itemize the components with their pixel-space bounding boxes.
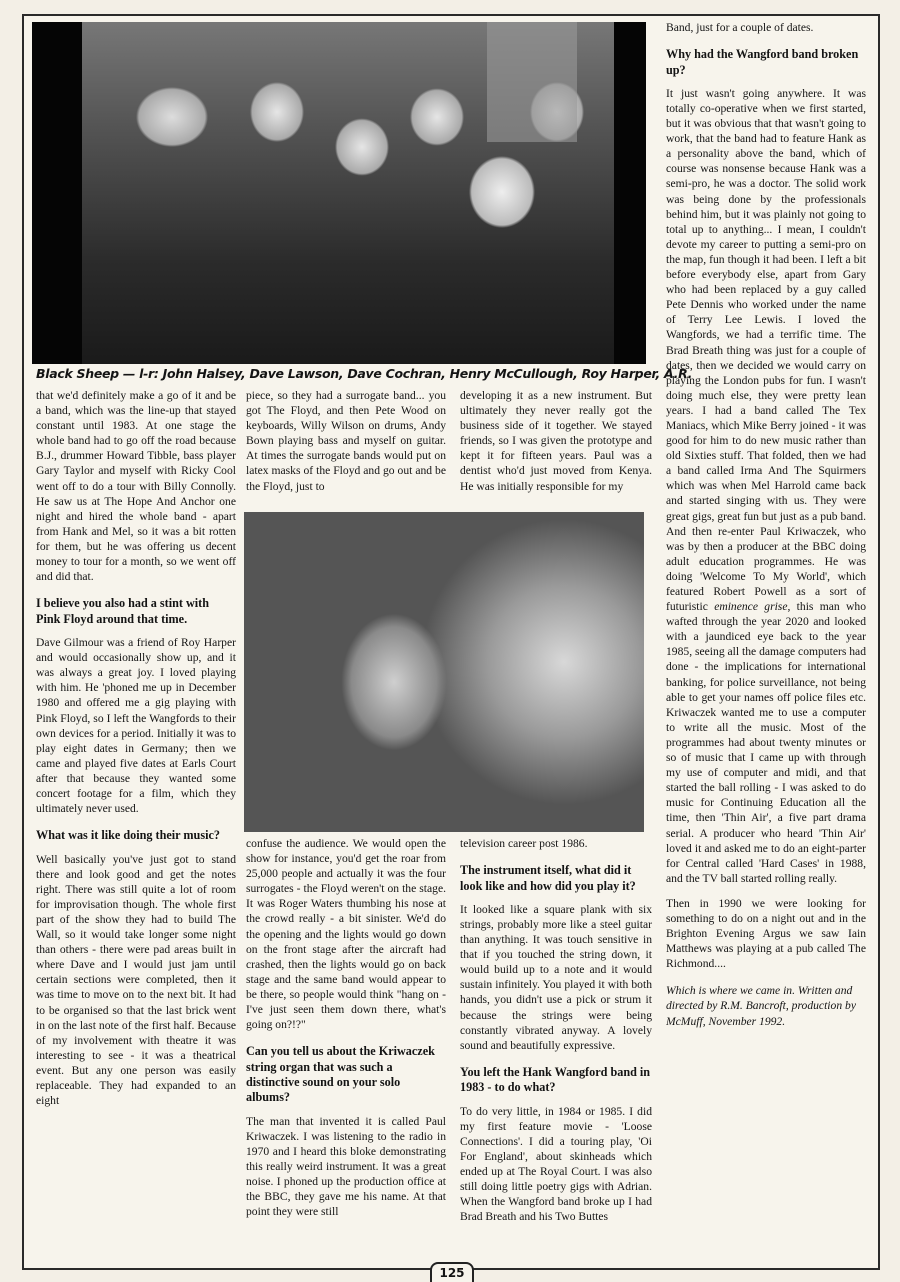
paragraph: Then in 1990 we were looking for something to do on a night out and in the Brighton Evening Argus we saw Iain Matthews was playing at a pub called The Richmond....: [666, 896, 866, 971]
paragraph: It looked like a square plank with six strings, probably more like a steel guitar than anything. It was touch sensitive in that if you touched the string down, it would build up to a note and it would sustain infinitely. You played it with both hands, you didn't use a pick or strum it because the strings were being constantly vibrated anyway. A lovely sound and beautifully expressive.: [460, 902, 652, 1052]
paragraph: Dave Gilmour was a friend of Roy Harper and would occasionally show up, and it was always a great joy. I loved playing with him. He 'phoned me up in December 1980 and offered me a gig playing with Pink Floyd, so I left the Wangfords to their own devices for a period. Initially it was to play eight dates in Germany; then we came and played five dates at Earls Court after that because they wanted some concert footage for a film, which they ultimately never used.: [36, 636, 236, 816]
paragraph: It just wasn't going anywhere. It was totally co-operative when we first started, but it was obvious that that wasn't going to work, that the band had to feature Hank as a personality above the band, which of course was nonsense because Hank was a semi-pro, he was a doctor. The solid work was being done by the professionals behind him, but it was plainly not going to total up to anything... I mean, I couldn't devote my career to putting a semi-pro on the map, fun though it had been. I left a bit before everybody else, apart from Gary who had been replaced by a guy called Pete Dennis who worked under the name of Terry Lee Lewis. I loved the Wangfords, we had a terrific time. The Brad Breath thing was just for a couple of dates, then we decided we would carry on playing the London pubs for fun. I wasn't doing much else, they were pretty lean years. I had a band called The Tex Maniacs, which Mike Berry joined - it was good for him to do new music rather than old Sixties stuff. That folded, then we had a band called Irma And The Squirmers which was when Mel Harrold came back and started singing with us. They were great gigs, great fun but just as a pub band. And then re-enter Paul Kriwaczek, who was by then a producer at the BBC doing adult education programmes. He was doing 'Welcome To My World', which featured Robert Powell as a sort of futuristic eminence grise, this man who wafted through the year 2020 and looked with a jaundiced eye back to the year 1985, seeing all the damage computers had done - the implications for international banking, for police surveillance, not being able to get your names off police files etc. Kriwaczek wanted me to use a computer to write all the music. Most of the programmes had about twenty minutes or so of music that I came up with through my use of computer and midi, and that started the ball rolling - I was asked to do music for Continuing Education all the time, then 'Thin Air', a five part drama serial. A producer who heard 'Thin Air' loved it and asked me to do an eight-parter for Central called 'Hard Cases' in 1988, and the TV ball started rolling really.: [666, 86, 866, 885]
interview-question: I believe you also had a stint with Pink Floyd around that time.: [36, 596, 210, 626]
emphasis: eminence grise: [714, 600, 788, 614]
interview-question: Can you tell us about the Kriwaczek string organ that was such a distinctive sound on your solo albums?: [246, 1044, 435, 1105]
article-credits: Which is where we came in. Written and directed by R.M. Bancroft, production by McMuff, November 1992.: [666, 984, 856, 1028]
photo-caption: Black Sheep — l-r: John Halsey, Dave Lawson, Dave Cochran, Henry McCullough, Roy Harper, A.R.: [36, 366, 693, 381]
paragraph: piece, so they had a surrogate band... you got The Floyd, and then Pete Wood on keyboards, Willy Wilson on drums, Andy Bown playing bass and myself on guitar. At times the surrogate bands would put on latex masks of the Floyd and go out and be the Floyd, just to: [246, 389, 446, 493]
interview-question: Why had the Wangford band broken up?: [666, 47, 859, 77]
interview-question: What was it like doing their music?: [36, 828, 220, 843]
paragraph: confuse the audience. We would open the show for instance, you'd get the roar from 25,000 people and actually it was the four surrogates - the Floyd weren't on the stage. It was Roger Waters thumbing his nose at the crowd really - a bit sinister. We'd do the opening and the lights would go down on the front stage after the aircraft had crashed, then the lights would go on back stage and the same band would appear to be there, so people would think "hang on - I've just seen them down there, what's going on?!?": [246, 837, 446, 1032]
column-3-top: [460, 388, 652, 508]
page-number: 125: [430, 1262, 474, 1282]
column-2-top: [246, 388, 446, 508]
paragraph: The man that invented it is called Paul Kriwaczek. I was listening to the radio in 1970 and I heard this bloke demonstrating this really weird instrument. It was a great noise. I phoned up the production office at the BBC, they gave me his name. At that point they were still: [246, 1114, 446, 1219]
paragraph: that we'd definitely make a go of it and be a band, which was the line-up that stayed constant until 1983. At one stage the whole band had to go off the road because B.J., drummer Howard Tibble, bass player Gary Taylor and myself with Ricky Cool went off to do a tour with Billy Connolly. He saw us at The Hope And Anchor one night and hired the whole band - apart from Hank and Mel, so it was a bit rotten for them, but he was offering us decent money to tour for a month, so we went off and did that.: [36, 389, 236, 584]
column-4: [666, 20, 866, 1270]
column-2-bottom: [246, 836, 446, 1266]
paragraph: television career post 1986.: [460, 837, 588, 850]
interview-question: You left the Hank Wangford band in 1983 - to do what?: [460, 1064, 651, 1095]
paragraph: Well basically you've just got to stand there and look good and get the notes right. There was still quite a lot of room for improvisation though. The whole first part of the show they had to build The Wall, so it would take longer some night than others - there were pad areas built in where Dave and I would just jam until certain sections were completed, then it was time to move on to the next bit. It had to be organised so that the last brick went in on the last note of the first half. Because of my involvement with theatre it was interesting to see - it was a theatrical event. But any one person was easily replaceable. They had expanded to an eight: [36, 852, 236, 1108]
portrait-photo-image: [244, 512, 644, 832]
portrait-photo: [244, 512, 644, 832]
band-photo: [32, 22, 646, 364]
column-1: [36, 388, 236, 1268]
paragraph: developing it as a new instrument. But ultimately they never really got the business side of it together. We stayed friends, so I was given the prototype and kept it for fifteen years. Paul was a dentist who'd just moved from Kenya. He was initially responsible for my: [460, 389, 652, 493]
interview-question: The instrument itself, what did it look like and how did you play it?: [460, 863, 636, 893]
paragraph: To do very little, in 1984 or 1985. I did my first feature movie - 'Loose Connections'. I did a touring play, 'Oi For England', about skinheads which ended up at The Royal Court. I was also still doing little poetry gigs with Adrian. When the Wangford band broke up I had Brad Breath and his Two Buttes: [460, 1104, 652, 1224]
paragraph: Band, just for a couple of dates.: [666, 21, 814, 34]
column-3-bottom: [460, 836, 652, 1266]
